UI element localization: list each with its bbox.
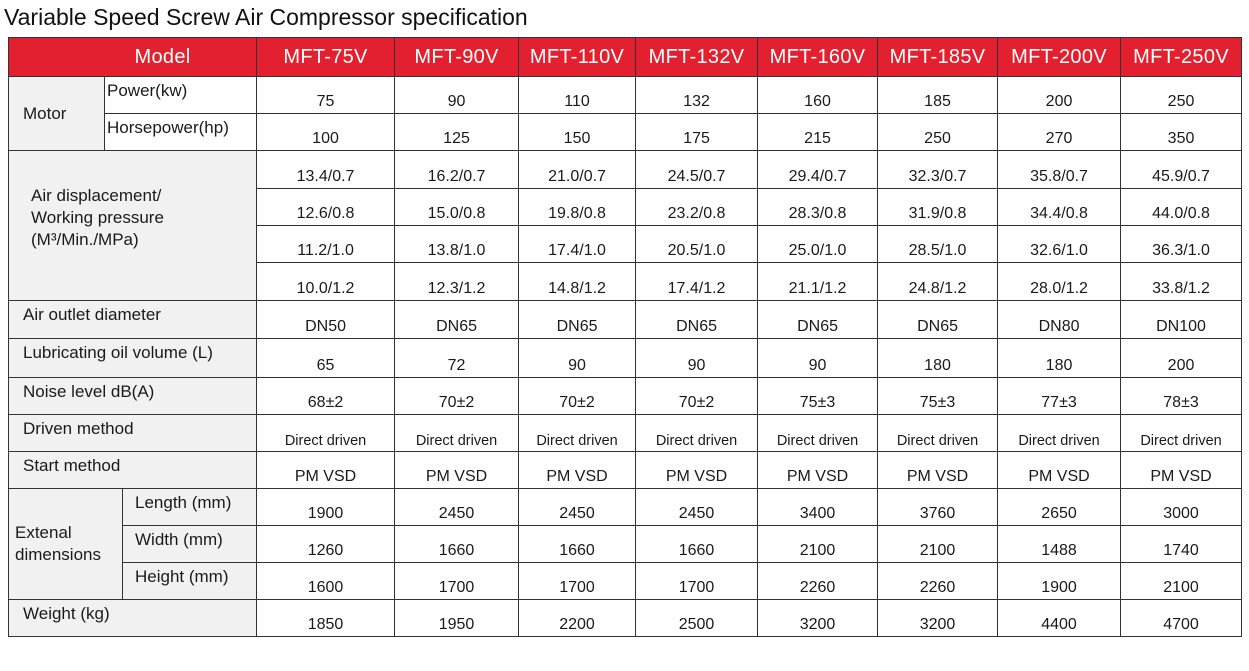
table-cell: 1260: [257, 526, 395, 563]
table-cell: 20.5/1.0: [636, 226, 758, 263]
header-row: [9, 38, 1242, 77]
table-cell: 3200: [758, 600, 878, 637]
table-cell: DN65: [636, 301, 758, 339]
table-cell: 1660: [636, 526, 758, 563]
table-cell: 1900: [257, 489, 395, 526]
row-label: Noise level dB(A): [9, 378, 257, 415]
row-label: Weight (kg): [9, 600, 257, 637]
table-row: [9, 301, 1242, 339]
table-cell: 160: [758, 77, 878, 114]
table-cell: 1660: [395, 526, 519, 563]
dimensions-label-line2: dimensions: [15, 545, 101, 564]
table-cell: 28.3/0.8: [758, 189, 878, 226]
table-cell: 28.0/1.2: [998, 263, 1121, 301]
air-displacement-label: [9, 151, 257, 301]
model-column-header: MFT-160V: [758, 38, 878, 77]
table-cell: Direct driven: [998, 415, 1121, 452]
model-column-header: MFT-185V: [878, 38, 998, 77]
table-cell: 36.3/1.0: [1121, 226, 1242, 263]
table-cell: 11.2/1.0: [257, 226, 395, 263]
table-row: [9, 339, 1242, 378]
table-cell: 12.3/1.2: [395, 263, 519, 301]
table-cell: Direct driven: [395, 415, 519, 452]
table-cell: 24.5/0.7: [636, 151, 758, 189]
table-cell: PM VSD: [758, 452, 878, 489]
row-label: Horsepower(hp): [105, 114, 257, 151]
table-cell: 90: [395, 77, 519, 114]
table-cell: 3000: [1121, 489, 1242, 526]
table-cell: 4700: [1121, 600, 1242, 637]
table-cell: 3200: [878, 600, 998, 637]
spec-table: [8, 37, 1242, 637]
table-row: [9, 563, 1242, 600]
row-label: Air outlet diameter: [9, 301, 257, 339]
row-label: Start method: [9, 452, 257, 489]
table-cell: 125: [395, 114, 519, 151]
table-cell: PM VSD: [257, 452, 395, 489]
table-row: [9, 415, 1242, 452]
table-cell: PM VSD: [519, 452, 636, 489]
model-column-header: MFT-132V: [636, 38, 758, 77]
table-cell: 78±3: [1121, 378, 1242, 415]
row-label: Lubricating oil volume (L): [9, 339, 257, 378]
table-cell: DN65: [878, 301, 998, 339]
table-cell: 2100: [758, 526, 878, 563]
table-cell: 65: [257, 339, 395, 378]
model-column-header: MFT-90V: [395, 38, 519, 77]
model-column-header: MFT-110V: [519, 38, 636, 77]
table-cell: 32.6/1.0: [998, 226, 1121, 263]
table-cell: 180: [998, 339, 1121, 378]
model-column-header: MFT-200V: [998, 38, 1121, 77]
table-cell: 32.3/0.7: [878, 151, 998, 189]
table-cell: 185: [878, 77, 998, 114]
table-cell: 2500: [636, 600, 758, 637]
table-cell: 2650: [998, 489, 1121, 526]
table-row: [9, 151, 1242, 189]
table-cell: 21.1/1.2: [758, 263, 878, 301]
row-label: Length (mm): [123, 489, 257, 526]
table-row: [9, 489, 1242, 526]
row-label: Power(kw): [105, 77, 257, 114]
table-cell: 70±2: [395, 378, 519, 415]
air-displacement-label-line2: Working pressure: [31, 208, 164, 227]
table-cell: 350: [1121, 114, 1242, 151]
table-cell: DN50: [257, 301, 395, 339]
table-cell: 1488: [998, 526, 1121, 563]
table-cell: 1660: [519, 526, 636, 563]
table-cell: Direct driven: [636, 415, 758, 452]
table-cell: 70±2: [519, 378, 636, 415]
table-cell: 270: [998, 114, 1121, 151]
page-title: Variable Speed Screw Air Compressor specification: [4, 4, 528, 30]
table-cell: 90: [519, 339, 636, 378]
model-column-header: MFT-250V: [1121, 38, 1242, 77]
table-cell: 215: [758, 114, 878, 151]
dimensions-label-line1: Extenal: [15, 523, 72, 542]
table-cell: 2450: [395, 489, 519, 526]
row-label: Driven method: [9, 415, 257, 452]
table-cell: 132: [636, 77, 758, 114]
table-cell: PM VSD: [1121, 452, 1242, 489]
table-cell: 90: [636, 339, 758, 378]
table-cell: 250: [1121, 77, 1242, 114]
table-row: [9, 114, 1242, 151]
table-cell: 200: [998, 77, 1121, 114]
table-cell: 1950: [395, 600, 519, 637]
table-cell: 12.6/0.8: [257, 189, 395, 226]
table-cell: 150: [519, 114, 636, 151]
table-cell: Direct driven: [1121, 415, 1242, 452]
table-cell: 15.0/0.8: [395, 189, 519, 226]
table-cell: 1700: [395, 563, 519, 600]
table-cell: 75±3: [758, 378, 878, 415]
table-cell: 21.0/0.7: [519, 151, 636, 189]
table-cell: 200: [1121, 339, 1242, 378]
model-column-header: MFT-75V: [257, 38, 395, 77]
table-cell: 13.4/0.7: [257, 151, 395, 189]
table-cell: 90: [758, 339, 878, 378]
table-cell: 17.4/1.2: [636, 263, 758, 301]
table-cell: 17.4/1.0: [519, 226, 636, 263]
model-header: Model: [9, 38, 257, 77]
row-label: Height (mm): [123, 563, 257, 600]
table-cell: 250: [878, 114, 998, 151]
table-cell: 24.8/1.2: [878, 263, 998, 301]
table-cell: PM VSD: [998, 452, 1121, 489]
air-displacement-label-line1: Air displacement/: [31, 186, 162, 205]
table-cell: 31.9/0.8: [878, 189, 998, 226]
table-cell: PM VSD: [636, 452, 758, 489]
table-row: [9, 452, 1242, 489]
table-cell: DN65: [395, 301, 519, 339]
table-cell: 28.5/1.0: [878, 226, 998, 263]
table-cell: 2260: [878, 563, 998, 600]
table-cell: 25.0/1.0: [758, 226, 878, 263]
table-cell: Direct driven: [257, 415, 395, 452]
table-cell: 1850: [257, 600, 395, 637]
table-cell: PM VSD: [878, 452, 998, 489]
table-cell: 175: [636, 114, 758, 151]
table-row: [9, 378, 1242, 415]
table-cell: Direct driven: [519, 415, 636, 452]
table-cell: 44.0/0.8: [1121, 189, 1242, 226]
table-cell: 2100: [878, 526, 998, 563]
table-cell: DN65: [758, 301, 878, 339]
table-cell: 45.9/0.7: [1121, 151, 1242, 189]
table-cell: 75: [257, 77, 395, 114]
table-cell: 2450: [636, 489, 758, 526]
table-cell: 1900: [998, 563, 1121, 600]
table-cell: 2450: [519, 489, 636, 526]
table-cell: 23.2/0.8: [636, 189, 758, 226]
table-cell: 3760: [878, 489, 998, 526]
table-cell: 29.4/0.7: [758, 151, 878, 189]
table-cell: 34.4/0.8: [998, 189, 1121, 226]
table-cell: 77±3: [998, 378, 1121, 415]
table-cell: 33.8/1.2: [1121, 263, 1242, 301]
table-cell: 2100: [1121, 563, 1242, 600]
dimensions-group-label: [9, 489, 123, 600]
table-cell: 4400: [998, 600, 1121, 637]
table-cell: DN80: [998, 301, 1121, 339]
row-label: Width (mm): [123, 526, 257, 563]
table-cell: 72: [395, 339, 519, 378]
table-cell: 19.8/0.8: [519, 189, 636, 226]
table-cell: 16.2/0.7: [395, 151, 519, 189]
table-cell: 70±2: [636, 378, 758, 415]
table-cell: 1700: [519, 563, 636, 600]
table-cell: 1600: [257, 563, 395, 600]
table-cell: PM VSD: [395, 452, 519, 489]
table-row: [9, 526, 1242, 563]
table-cell: 100: [257, 114, 395, 151]
table-row: [9, 77, 1242, 114]
table-cell: Direct driven: [878, 415, 998, 452]
motor-group-label: Motor: [9, 77, 105, 151]
table-cell: 110: [519, 77, 636, 114]
table-cell: 35.8/0.7: [998, 151, 1121, 189]
table-cell: 13.8/1.0: [395, 226, 519, 263]
table-cell: 68±2: [257, 378, 395, 415]
table-cell: 75±3: [878, 378, 998, 415]
table-cell: DN65: [519, 301, 636, 339]
table-cell: Direct driven: [758, 415, 878, 452]
table-row: [9, 600, 1242, 637]
table-cell: 1740: [1121, 526, 1242, 563]
table-cell: 2200: [519, 600, 636, 637]
table-cell: 1700: [636, 563, 758, 600]
table-cell: 3400: [758, 489, 878, 526]
table-cell: 10.0/1.2: [257, 263, 395, 301]
table-cell: 180: [878, 339, 998, 378]
table-cell: 2260: [758, 563, 878, 600]
air-displacement-label-line3: (M³/Min./MPa): [31, 230, 139, 249]
table-cell: 14.8/1.2: [519, 263, 636, 301]
table-cell: DN100: [1121, 301, 1242, 339]
